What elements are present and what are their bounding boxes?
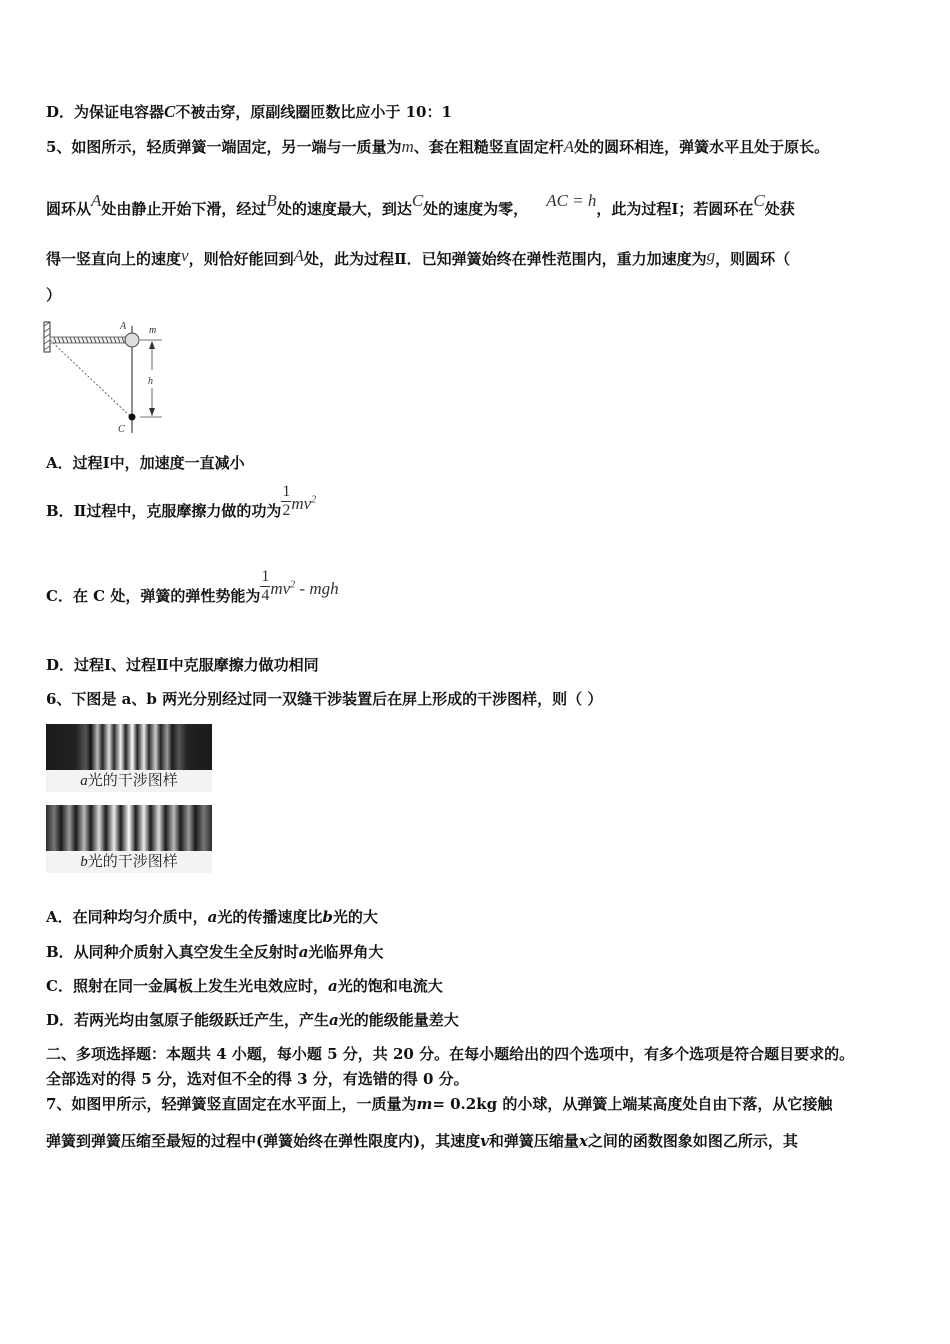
opt-text: 光的大 <box>332 908 378 926</box>
opt-text: B．从同种介质射入真空发生全反射时 <box>46 943 299 961</box>
expr-text: - mgh <box>295 578 339 598</box>
label-h: h <box>148 376 153 387</box>
q6-option-a <box>46 907 378 927</box>
q5-text: 得一竖直向上的速度 <box>46 250 182 268</box>
q7-text: 和弹簧压缩量 <box>488 1132 579 1150</box>
label-m: m <box>149 325 157 336</box>
q5-option-b <box>46 483 317 534</box>
var-c: C <box>753 191 765 210</box>
caption-var: a <box>80 773 88 789</box>
spring-dashed-line <box>50 340 131 417</box>
var-m: m <box>401 137 414 156</box>
prev-option-d-rest: 不被击穿，原副线圈匝数比应小于 10：1 <box>175 103 452 121</box>
opt-text: 光的能级能量差大 <box>338 1011 459 1029</box>
frac-num: 1 <box>282 483 291 501</box>
ring-a <box>125 333 139 347</box>
pattern-b-caption <box>46 851 212 873</box>
expr-text: mv <box>270 578 291 598</box>
q5-line-2 <box>46 191 795 219</box>
ring-c <box>129 414 136 421</box>
var-x: x <box>578 1132 588 1150</box>
pattern-b-image <box>46 805 212 851</box>
expr-mv2-mgh <box>270 579 338 598</box>
var-b: B <box>266 191 277 210</box>
q6-option-d <box>46 1010 459 1030</box>
prev-option-d-label: D．为保证电容器 <box>46 103 165 121</box>
q6-option-c <box>46 976 443 996</box>
exp-2: 2 <box>311 494 317 505</box>
label-a: A <box>120 321 127 332</box>
caption-text: 光的干涉图样 <box>87 773 178 789</box>
expr-text: mv <box>291 493 312 513</box>
pattern-a-image <box>46 724 212 770</box>
arrow-down-icon <box>149 408 155 416</box>
var-a: A <box>293 246 304 265</box>
q5-text: 处的速度最大，到达 <box>276 200 412 218</box>
var-a: a <box>298 943 309 961</box>
fraction-half <box>281 483 291 520</box>
q5-text: 处由静止开始下滑，经过 <box>101 200 267 218</box>
opt-text: D．若两光均由氢原子能级跃迁产生，产生 <box>46 1011 330 1029</box>
q5-text: 、套在粗糙竖直固定杆 <box>413 138 564 156</box>
pattern-a-caption <box>46 770 212 792</box>
var-v: v <box>181 246 189 265</box>
caption-var: b <box>80 854 88 870</box>
option-b-label: B．Ⅱ过程中，克服摩擦力做的功为 <box>46 501 282 520</box>
arrow-up-icon <box>149 341 155 349</box>
var-c: C <box>164 102 176 121</box>
frac-den: 2 <box>282 502 291 520</box>
q5-text: ，则恰好能回到 <box>188 250 294 268</box>
section2-line-1: 二、多项选择题：本题共 4 小题，每小题 5 分，共 20 分。在每小题给出的四个选项中，有多个选项是符合题目要求的。 <box>46 1045 855 1063</box>
label-c: C <box>118 424 125 435</box>
q7-text: 7、如图甲所示，轻弹簧竖直固定在水平面上，一质量为 <box>46 1095 417 1113</box>
option-c-label: C．在 C 处，弹簧的弹性势能为 <box>46 586 261 605</box>
var-a: A <box>91 191 102 210</box>
q5-option-c <box>46 568 339 619</box>
q5-text: 处的速度为零， <box>423 200 529 218</box>
fraction-quarter <box>260 568 270 605</box>
q7-line-2 <box>46 1131 798 1151</box>
q5-text: 圆环从 <box>46 200 92 218</box>
q7-text: 弹簧到弹簧压缩至最短的过程中(弹簧始终在弹性限度内)，其速度 <box>46 1132 481 1150</box>
q5-line-3 <box>46 246 791 269</box>
section2-line-2: 全部选对的得 5 分，选对但不全的得 3 分，有选错的得 0 分。 <box>46 1070 469 1088</box>
q6-option-b <box>46 942 383 962</box>
q7-text: 之间的函数图象如图乙所示，其 <box>587 1132 798 1150</box>
q5-line-1 <box>46 137 829 157</box>
opt-text: 光的饱和电流大 <box>337 977 443 995</box>
q5-option-d: D．过程Ⅰ、过程Ⅱ中克服摩擦力做功相同 <box>46 656 319 674</box>
frac-num: 1 <box>261 568 270 586</box>
caption-text: 光的干涉图样 <box>87 854 178 870</box>
var-c: C <box>411 191 424 210</box>
eq-ac-h: AC = h <box>546 191 597 210</box>
var-a: a <box>207 908 218 926</box>
prev-option-d <box>46 102 452 122</box>
q5-option-a: A．过程Ⅰ中，加速度一直减小 <box>46 454 245 472</box>
spring <box>50 337 126 343</box>
opt-text: C．照射在同一金属板上发生光电效应时， <box>46 977 328 995</box>
opt-text: A．在同种均匀介质中， <box>46 908 208 926</box>
q5-text: ，此为过程Ⅰ；若圆环在 <box>596 200 754 218</box>
q5-text: 处的圆环相连，弹簧水平且处于原长。 <box>574 138 830 156</box>
var-a: a <box>329 1011 339 1029</box>
expr-mv2 <box>291 494 316 513</box>
q5-figure <box>42 318 172 438</box>
q5-text: ，则圆环（ <box>715 250 791 268</box>
q5-text: 5、如图所示，轻质弹簧一端固定，另一端与一质量为 <box>46 138 402 156</box>
exp-2: 2 <box>290 579 296 590</box>
var-a: A <box>563 137 575 156</box>
var-b: b <box>322 908 333 926</box>
frac-den: 4 <box>261 587 270 605</box>
q5-text: 处，此为过程Ⅱ．已知弹簧始终在弹性范围内，重力加速度为 <box>303 250 707 268</box>
q5-text: 处获 <box>764 200 795 218</box>
q7-text: = 0.2kg 的小球，从弹簧上端某高度处自由下落，从它接触 <box>432 1095 833 1113</box>
var-g: g <box>706 246 716 265</box>
q7-line-1 <box>46 1094 832 1114</box>
var-a: a <box>327 977 338 995</box>
opt-text: 光的传播速度比 <box>217 908 323 926</box>
q6-stem: 6、下图是 a、b 两光分别经过同一双缝干涉装置后在屏上形成的干涉图样，则（ ） <box>46 690 603 708</box>
var-m: m <box>416 1095 433 1113</box>
opt-text: 光临界角大 <box>308 943 384 961</box>
var-v: v <box>480 1132 489 1150</box>
q5-line-4: ） <box>46 286 62 304</box>
